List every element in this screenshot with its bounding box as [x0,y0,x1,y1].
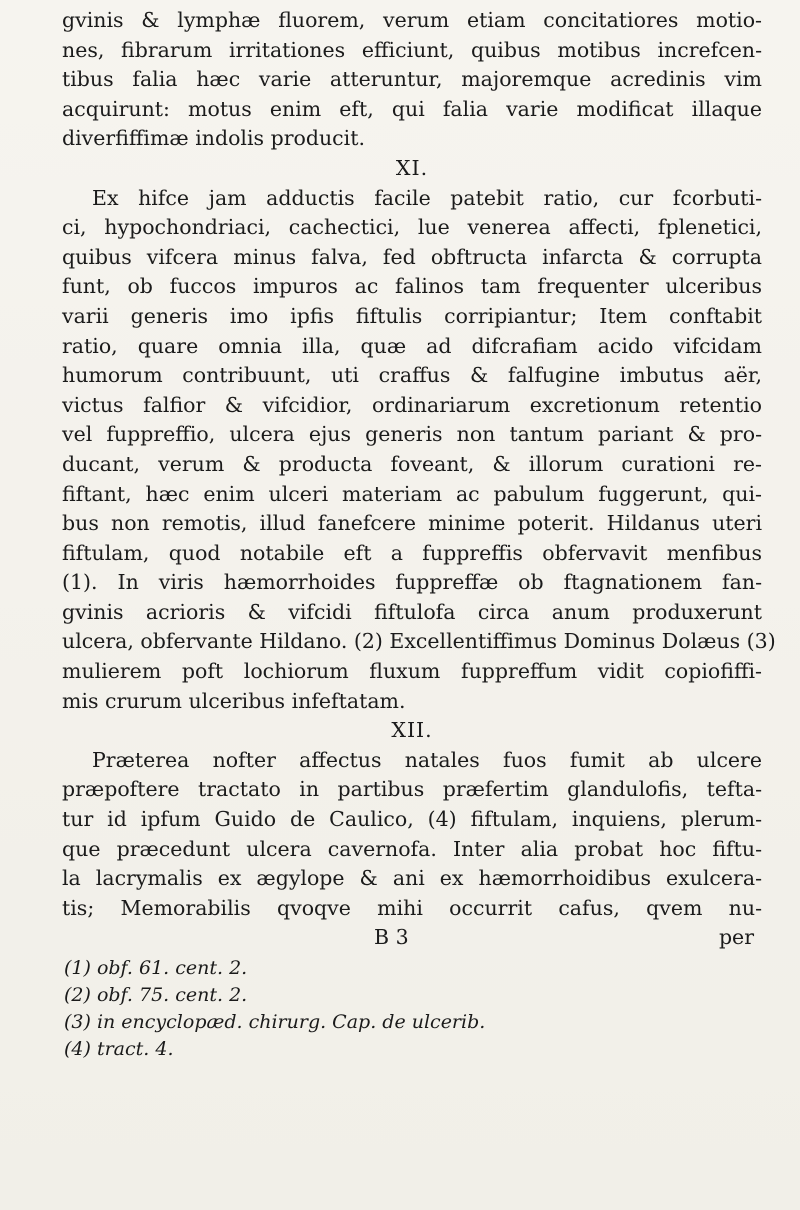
text-line: (1). In viris hæmorrhoides fuppreffæ ob ftagnationem fan- [62,570,762,595]
text-line: vel fuppreffio, ulcera ejus generis non tantum pariant & pro- [62,422,762,447]
footnote: (2) obf. 75. cent. 2. [64,984,248,1006]
text-line: ci, hypochondriaci, cachectici, lue venerea affecti, fplenetici, [62,215,762,240]
paragraph-continuation [62,6,762,154]
text-line: tis; Memorabilis qvoqve mihi occurrit cafus, qvem nu- [62,895,762,920]
text-line: fiftulam, quod notabile eft a fuppreffis obfervavit menfibus [62,540,762,565]
text-line: fiftant, hæc enim ulceri materiam ac pabulum fuggerunt, qui- [62,481,762,506]
text-line: Ex hifce jam adductis facile patebit ratio, cur fcorbuti- [92,185,762,210]
signature-line [62,923,762,953]
text-line: nes, fibrarum irritationes efficiunt, quibus motibus increfcen- [62,37,762,62]
text-line: mis crurum ulceribus infeftatam. [62,688,406,713]
catchword: per [718,925,754,950]
text-line: tur id ipfum Guido de Caulico, (4) fiftulam, inquiens, plerum- [62,807,762,832]
text-line: mulierem poft lochiorum fluxum fuppreffum vidit copiofiffi- [62,659,762,684]
text-line: victus falfior & vifcidior, ordinariarum excretionum retentio [62,392,762,417]
text-line: tibus falia hæc varie atteruntur, majoremque acredinis vim [62,67,762,92]
text-line: bus non remotis, illud fanefcere minime poterit. Hildanus uteri [62,511,762,536]
text-line: præpoftere tractato in partibus præfertim glandulofis, tefta- [62,777,762,802]
page-text [62,6,776,1063]
text-line: diverfiffimæ indolis producit. [62,126,365,151]
footnote: (4) tract. 4. [64,1038,174,1060]
section-heading-xii: XII. [391,718,433,743]
footnotes [62,955,762,1063]
text-line: acquirunt: motus enim eft, qui falia varie modificat illaque [62,96,762,121]
text-line: quibus vifcera minus falva, fed obftructa infarcta & corrupta [62,244,762,269]
signature-mark: B 3 [374,925,409,950]
section-xii-body [62,746,762,924]
section-xi-body [62,184,776,717]
section-heading-xi: XI. [395,155,429,180]
text-line: ducant, verum & producta foveant, & illorum curationi re- [62,451,762,476]
text-line: Præterea nofter affectus natales fuos fumit ab ulcere [92,747,762,772]
text-line: que præcedunt ulcera cavernofa. Inter alia probat hoc fiftu- [62,836,762,861]
text-line: ratio, quare omnia illa, quæ ad difcrafiam acido vifcidam [62,333,762,358]
text-line: varii generis imo ipfis fiftulis corripiantur; Item conftabit [62,303,762,328]
text-line: gvinis & lymphæ fluorem, verum etiam concitatiores motio- [62,8,762,32]
footnote: (1) obf. 61. cent. 2. [64,957,248,979]
text-line: ulcera, obfervante Hildano. (2) Excellentiffimus Dominus Dolæus (3) [62,629,776,654]
footnote: (3) in encyclopæd. chirurg. Cap. de ulcerib. [64,1011,486,1033]
text-line: gvinis acrioris & vifcidi fiftulofa circa anum produxerunt [62,599,762,624]
text-line: humorum contribuunt, uti craffus & falfugine imbutus aër, [62,363,762,388]
text-line: funt, ob fuccos impuros ac falinos tam frequenter ulceribus [62,274,762,299]
text-line: la lacrymalis ex ægylope & ani ex hæmorrhoidibus exulcera- [62,866,762,891]
